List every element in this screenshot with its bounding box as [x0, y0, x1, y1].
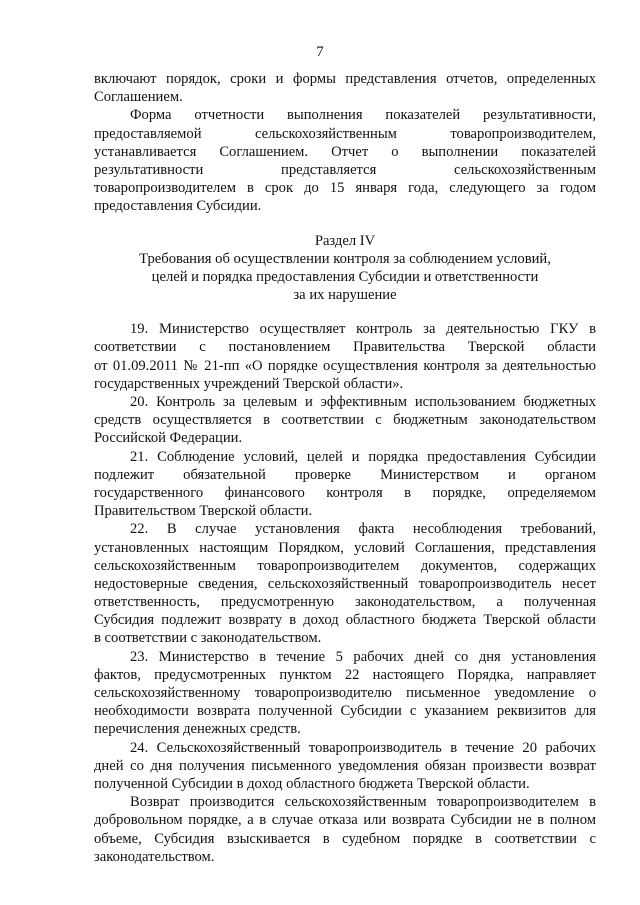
text-line: 23. Министерство в течение 5 рабочих дней со дня установления — [130, 648, 596, 665]
paragraph-return — [94, 793, 596, 866]
text-line: необходимости возврата полученной Субсидии с указанием реквизитов для — [94, 703, 596, 720]
section-heading — [94, 232, 596, 305]
text-line: дней со дня получения письменного уведомления обязан произвести возврат — [94, 757, 596, 774]
text-line: 20. Контроль за целевым и эффективным использованием бюджетных — [130, 394, 596, 410]
text-line: фактов, предусмотренных пунктом 22 настоящего Порядка, направляет — [94, 666, 596, 683]
text-line: Правительством Тверской области. — [94, 503, 313, 520]
section-title-line: целей и порядка предоставления Субсидии и ответственности — [151, 268, 539, 285]
text-line: установленных настоящим Порядком, условий Соглашения, представления — [94, 539, 596, 556]
text-line: от 01.09.2011 № 21-пп «О порядке осуществления контроля за деятельностью — [94, 357, 596, 374]
text-line: перечисления денежных средств. — [94, 721, 301, 738]
text-line: 19. Министерство осуществляет контроль за деятельностью ГКУ в — [130, 321, 596, 338]
text-line: сельскохозяйственным товаропроизводителем документов, содержащих — [94, 557, 596, 574]
text-line: государственных учреждений Тверской области». — [94, 375, 404, 392]
paragraph-report-form — [94, 106, 596, 215]
text-line: объеме, Субсидия взыскивается в судебном порядке в соответствии с — [94, 830, 596, 847]
paragraph-20 — [94, 393, 596, 448]
text-line: Российской Федерации. — [94, 430, 243, 447]
text-line: предоставляемой сельскохозяйственным товаропроизводителем, — [94, 125, 596, 142]
paragraph-24 — [94, 739, 596, 794]
text-line: недостоверные сведения, сельскохозяйственный товаропроизводитель несет — [94, 575, 596, 592]
paragraph-23 — [94, 648, 596, 739]
text-line: Соглашением. — [94, 89, 183, 106]
text-line: устанавливается Соглашением. Отчет о выполнении показателей — [94, 143, 596, 160]
text-line: государственного финансового контроля в порядке, определяемом — [94, 484, 596, 501]
text-line: предоставления Субсидии. — [94, 198, 262, 215]
text-line: 24. Сельскохозяйственный товаропроизводитель в течение 20 рабочих — [130, 739, 596, 756]
text-line: Субсидия подлежит возврату в доход областного бюджета Тверской области — [94, 612, 596, 629]
text-line: сельскохозяйственному товаропроизводителю письменное уведомление о — [94, 685, 596, 701]
text-line: полученной Субсидии в доход областного бюджета Тверской области. — [94, 775, 530, 792]
text-line: 22. В случае установления факта несоблюдения требований, — [130, 521, 596, 538]
text-line: товаропроизводителем в срок до 15 января года, следующего за годом — [94, 180, 596, 197]
text-line: соответствии с постановлением Правительства Тверской области — [94, 339, 596, 356]
text-line: Форма отчетности выполнения показателей результативности, — [130, 107, 596, 124]
text-line: 21. Соблюдение условий, целей и порядка предоставления Субсидии — [130, 448, 596, 465]
text-line: в соответствии с законодательством. — [94, 630, 322, 647]
paragraph-19 — [94, 320, 596, 393]
document-body — [94, 70, 596, 866]
text-line: добровольном порядке, а в случае отказа или возврата Субсидии не в полном — [94, 812, 596, 829]
text-line: ответственность, предусмотренную законодательством, а полученная — [94, 594, 596, 611]
section-title-line: за их нарушение — [293, 287, 397, 304]
paragraph-22 — [94, 520, 596, 647]
text-line: средств осуществляется в соответствии с бюджетным законодательством — [94, 412, 596, 429]
section-label: Раздел IV — [314, 232, 376, 249]
page-number: 7 — [316, 44, 324, 60]
text-line: включают порядок, сроки и формы представления отчетов, определенных — [94, 71, 596, 87]
text-line: результативности представляется сельскохозяйственным — [94, 161, 596, 178]
text-line: подлежит обязательной проверке Министерством и органом — [94, 466, 596, 483]
section-title-line: Требования об осуществлении контроля за соблюдением условий, — [139, 250, 551, 267]
text-line: законодательством. — [94, 848, 215, 865]
text-line: Возврат производится сельскохозяйственным товаропроизводителем в — [130, 794, 596, 811]
paragraph-21 — [94, 448, 596, 521]
